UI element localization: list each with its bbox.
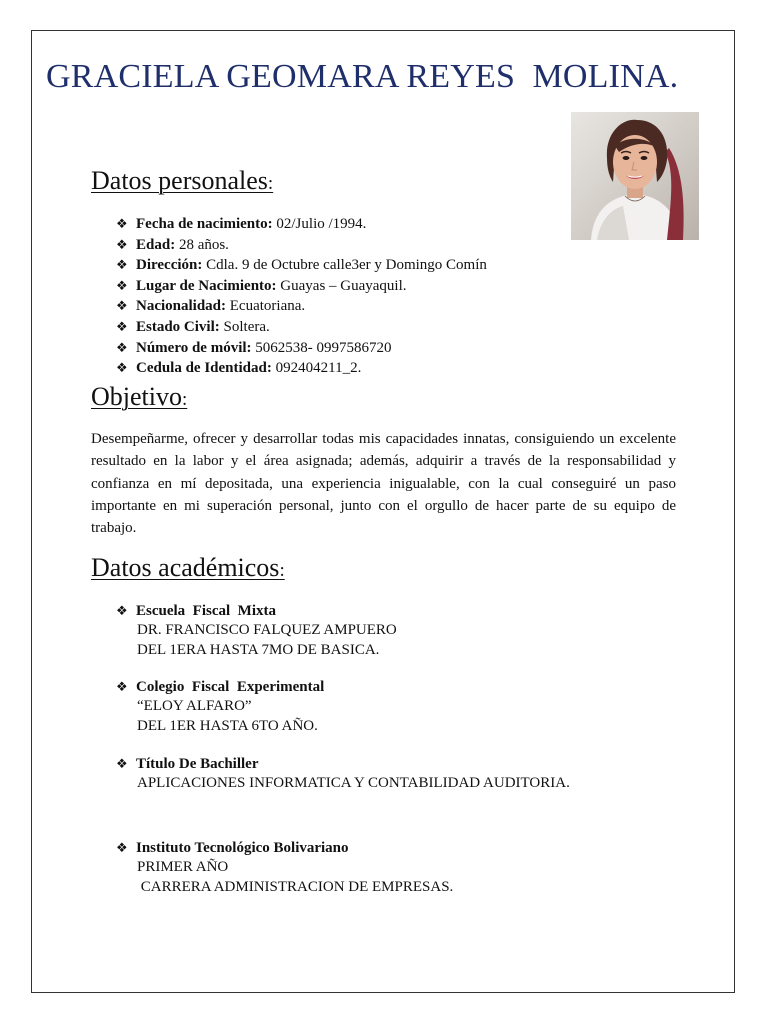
diamond-bullet-icon: ❖ [116,756,128,771]
personal-data-label: Nacionalidad: [136,298,227,315]
academic-entry-title: Instituto Tecnológico Bolivariano [136,840,349,856]
academic-entry-title: Título De Bachiller [136,756,259,772]
personal-data-heading-colon: : [267,173,274,194]
academic-data-heading-colon: : [279,560,285,581]
list-item [116,214,487,235]
diamond-bullet-icon: ❖ [116,339,128,355]
page-title: GRACIELA GEOMARA REYES MOLINA. [46,58,679,95]
personal-data-value: 28 años. [175,236,229,253]
personal-data-label: Edad: [136,236,176,253]
academic-entry-title: Colegio Fiscal Experimental [136,679,325,695]
personal-data-heading [91,166,273,196]
diamond-bullet-icon: ❖ [116,679,128,694]
personal-data-value: 5062538- 0997586720 [251,339,392,356]
academic-entry [116,838,453,897]
objective-heading-text: Objetivo [91,382,182,411]
personal-data-label: Dirección: [136,257,203,274]
list-item [116,296,487,317]
academic-entry-line: APLICACIONES INFORMATICA Y CONTABILIDAD AUDITORIA. [137,775,570,792]
personal-data-label: Estado Civil: [136,318,220,335]
personal-data-label: Fecha de nacimiento: [136,216,273,232]
personal-data-value: Guayas – Guayaquil. [276,277,407,294]
academic-entry [116,677,324,736]
academic-entry-line: DEL 1ERA HASTA 7MO DE BASICA. [137,641,380,658]
personal-data-label: Cedula de Identidad: [136,360,272,377]
personal-data-value: Ecuatoriana. [226,298,306,315]
diamond-bullet-icon: ❖ [116,277,128,293]
list-item [116,235,487,256]
list-item [116,317,487,338]
list-item [116,255,487,276]
academic-entry [116,601,397,660]
diamond-bullet-icon: ❖ [116,236,128,252]
diamond-bullet-icon: ❖ [116,603,128,618]
academic-entry-title: Escuela Fiscal Mixta [136,603,276,619]
personal-data-value: Cdla. 9 de Octubre calle3er y Domingo Comín [202,257,487,274]
diamond-bullet-icon: ❖ [116,216,128,231]
academic-data-heading-text: Datos académicos [91,553,280,582]
academic-entry-line: “ELOY ALFARO” [137,698,252,715]
list-item [116,276,487,297]
academic-entry [116,754,570,794]
academic-entry-line: DR. FRANCISCO FALQUEZ AMPUERO [137,622,397,639]
list-item [116,338,487,359]
portrait-image [571,112,699,240]
academic-entry-line: CARRERA ADMINISTRACION DE EMPRESAS. [137,878,454,895]
profile-photo [571,112,699,240]
personal-data-label: Lugar de Nacimiento: [136,277,277,294]
personal-data-heading-text: Datos personales [91,166,268,195]
academic-entry-line: DEL 1ER HASTA 6TO AÑO. [137,717,318,734]
personal-data-value: 092404211_2. [271,360,362,377]
diamond-bullet-icon: ❖ [116,360,128,376]
personal-data-list [116,214,487,379]
diamond-bullet-icon: ❖ [116,298,128,314]
objective-heading [91,382,187,412]
diamond-bullet-icon: ❖ [116,840,128,855]
list-item [116,358,487,379]
academic-entry-line: PRIMER AÑO [137,859,229,876]
diamond-bullet-icon: ❖ [116,318,128,334]
personal-data-value: 02/Julio /1994. [272,216,367,232]
objective-paragraph: Desempeñarme, ofrecer y desarrollar todas mis capacidades innatas, consiguiendo un excelente resultado en la labor y el área asignada; además, adquirir a través de la responsabilidad y confianza en mí depositada, una experiencia inigualable, con la cual conseguiré un paso importante en mi superación personal, junto con el orgullo de hacer parte de su equipo de trabajo. [91,431,676,537]
academic-data-heading [91,553,285,583]
objective-heading-colon: : [182,389,188,410]
personal-data-label: Número de móvil: [136,339,252,356]
diamond-bullet-icon: ❖ [116,257,128,273]
personal-data-value: Soltera. [219,318,270,335]
